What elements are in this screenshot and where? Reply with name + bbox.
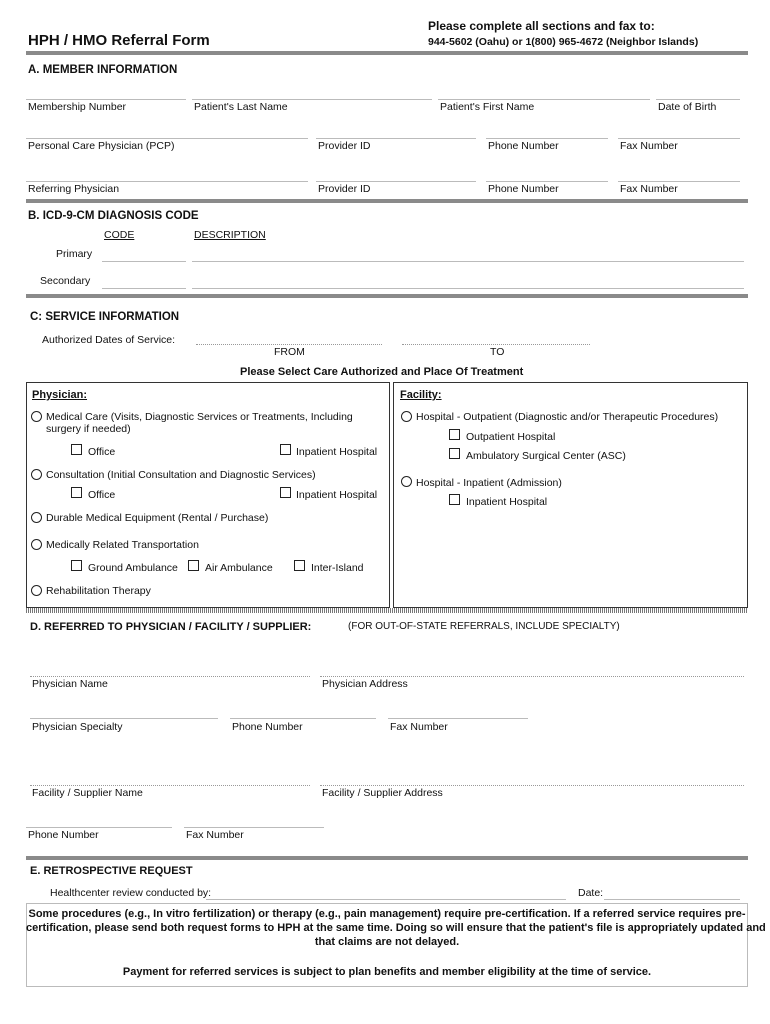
outpatient-hospital-checkbox[interactable] <box>449 429 460 440</box>
pcp-provider-id-label: Provider ID <box>318 140 371 152</box>
notice-line-3: that claims are not delayed. <box>314 936 460 948</box>
section-c-title: C: SERVICE INFORMATION <box>30 311 180 323</box>
referring-physician-field[interactable] <box>26 181 308 182</box>
authorized-dates-label: Authorized Dates of Service: <box>42 334 176 346</box>
secondary-description-field[interactable] <box>192 288 744 289</box>
facility-name-field[interactable] <box>30 785 310 786</box>
medical-care-label-2: surgery if needed) <box>46 423 131 435</box>
physician-specialty-field[interactable] <box>30 718 218 719</box>
section-a-divider <box>26 199 748 203</box>
physician-fax-field[interactable] <box>388 718 528 719</box>
physician-phone-field[interactable] <box>230 718 376 719</box>
referring-phone-label: Phone Number <box>488 183 559 195</box>
fax-numbers: 944-5602 (Oahu) or 1(800) 965-4672 (Neighbor Islands) <box>428 36 699 48</box>
inter-island-label: Inter-Island <box>311 562 364 574</box>
notice-line-1: Some procedures (e.g., In vitro fertilization) or therapy (e.g., pain management) require pre-certification. If a referred service requires pre- <box>28 908 746 920</box>
section-a-title: A. MEMBER INFORMATION <box>28 64 178 76</box>
from-label: FROM <box>274 346 305 358</box>
ground-ambulance-label: Ground Ambulance <box>88 562 178 574</box>
consultation-label: Consultation (Initial Consultation and Diagnostic Services) <box>46 469 316 481</box>
section-c-divider <box>26 608 748 613</box>
header-divider <box>26 51 748 55</box>
section-b-divider <box>26 294 748 298</box>
asc-label: Ambulatory Surgical Center (ASC) <box>466 450 626 462</box>
physician-phone-label: Phone Number <box>232 721 303 733</box>
secondary-code-field[interactable] <box>102 288 186 289</box>
facility-address-label: Facility / Supplier Address <box>322 787 443 799</box>
physician-name-label: Physician Name <box>32 678 108 690</box>
pcp-phone-label: Phone Number <box>488 140 559 152</box>
section-d-title: D. REFERRED TO PHYSICIAN / FACILITY / SUPPLIER: <box>30 621 312 633</box>
pcp-phone-field[interactable] <box>486 138 608 139</box>
hospital-inpatient-label: Hospital - Inpatient (Admission) <box>416 477 562 489</box>
consultation-inpatient-label: Inpatient Hospital <box>296 489 378 501</box>
consultation-radio[interactable] <box>31 469 42 480</box>
date-of-birth-field[interactable] <box>656 99 740 100</box>
facility-fax-field[interactable] <box>184 827 324 828</box>
section-b-title: B. ICD-9-CM DIAGNOSIS CODE <box>28 210 199 222</box>
review-conducted-field[interactable] <box>206 899 566 900</box>
section-d-divider <box>26 856 748 860</box>
consultation-inpatient-checkbox[interactable] <box>280 487 291 498</box>
patient-last-name-field[interactable] <box>192 99 432 100</box>
inter-island-checkbox[interactable] <box>294 560 305 571</box>
hospital-outpatient-radio[interactable] <box>401 411 412 422</box>
to-date-field[interactable] <box>402 344 590 345</box>
physician-address-label: Physician Address <box>322 678 408 690</box>
select-care-heading: Please Select Care Authorized and Place Of Treatment <box>240 366 524 378</box>
ground-ambulance-checkbox[interactable] <box>71 560 82 571</box>
pcp-fax-label: Fax Number <box>620 140 678 152</box>
referring-phone-field[interactable] <box>486 181 608 182</box>
secondary-label: Secondary <box>40 275 91 287</box>
facility-inpatient-checkbox[interactable] <box>449 494 460 505</box>
hospital-inpatient-radio[interactable] <box>401 476 412 487</box>
review-conducted-label: Healthcenter review conducted by: <box>50 887 212 899</box>
air-ambulance-checkbox[interactable] <box>188 560 199 571</box>
patient-first-name-label: Patient's First Name <box>440 101 535 113</box>
medical-care-office-checkbox[interactable] <box>71 444 82 455</box>
referring-provider-id-field[interactable] <box>316 181 476 182</box>
facility-phone-field[interactable] <box>26 827 172 828</box>
physician-address-field[interactable] <box>320 676 744 677</box>
dme-label: Durable Medical Equipment (Rental / Purchase) <box>46 512 269 524</box>
consultation-office-checkbox[interactable] <box>71 487 82 498</box>
physician-heading: Physician: <box>32 389 88 401</box>
pcp-provider-id-field[interactable] <box>316 138 476 139</box>
facility-address-field[interactable] <box>320 785 744 786</box>
membership-number-label: Membership Number <box>28 101 127 113</box>
notice-line-4: Payment for referred services is subject to plan benefits and member eligibility at the time of service. <box>122 966 652 978</box>
referring-provider-id-label: Provider ID <box>318 183 371 195</box>
facility-heading: Facility: <box>400 389 442 401</box>
rehab-label: Rehabilitation Therapy <box>46 585 151 597</box>
referring-fax-field[interactable] <box>618 181 740 182</box>
facility-inpatient-label: Inpatient Hospital <box>466 496 548 508</box>
referring-physician-label: Referring Physician <box>28 183 120 195</box>
transportation-label: Medically Related Transportation <box>46 539 199 551</box>
form-title: HPH / HMO Referral Form <box>28 32 210 49</box>
hospital-outpatient-label: Hospital - Outpatient (Diagnostic and/or Therapeutic Procedures) <box>416 411 719 423</box>
to-label: TO <box>490 346 505 358</box>
physician-fax-label: Fax Number <box>390 721 448 733</box>
facility-phone-label: Phone Number <box>28 829 99 841</box>
primary-description-field[interactable] <box>192 261 744 262</box>
primary-code-field[interactable] <box>102 261 186 262</box>
code-column-header: CODE <box>104 229 135 241</box>
rehab-radio[interactable] <box>31 585 42 596</box>
section-e-title: E. RETROSPECTIVE REQUEST <box>30 865 193 877</box>
air-ambulance-label: Air Ambulance <box>205 562 273 574</box>
section-d-note: (FOR OUT-OF-STATE REFERRALS, INCLUDE SPECIALTY) <box>348 621 620 632</box>
patient-last-name-label: Patient's Last Name <box>194 101 288 113</box>
description-column-header: DESCRIPTION <box>194 229 266 241</box>
transportation-radio[interactable] <box>31 539 42 550</box>
notice-line-2: certification, please send both request forms to HPH at the same time. Doing so will ensure that the patient's file is appropriately updated and <box>26 922 766 934</box>
primary-label: Primary <box>56 248 93 260</box>
membership-number-field[interactable] <box>26 99 186 100</box>
pcp-fax-field[interactable] <box>618 138 740 139</box>
review-date-field[interactable] <box>604 899 740 900</box>
dme-radio[interactable] <box>31 512 42 523</box>
patient-first-name-field[interactable] <box>438 99 650 100</box>
medical-care-inpatient-checkbox[interactable] <box>280 444 291 455</box>
medical-care-office-label: Office <box>88 446 116 458</box>
medical-care-inpatient-label: Inpatient Hospital <box>296 446 378 458</box>
medical-care-label: Medical Care (Visits, Diagnostic Services or Treatments, Including <box>46 411 353 423</box>
physician-name-field[interactable] <box>30 676 310 677</box>
facility-fax-label: Fax Number <box>186 829 244 841</box>
outpatient-hospital-label: Outpatient Hospital <box>466 431 556 443</box>
consultation-office-label: Office <box>88 489 116 501</box>
from-date-field[interactable] <box>196 344 382 345</box>
asc-checkbox[interactable] <box>449 448 460 459</box>
date-of-birth-label: Date of Birth <box>658 101 717 113</box>
pcp-field[interactable] <box>26 138 308 139</box>
pcp-label: Personal Care Physician (PCP) <box>28 140 175 152</box>
facility-name-label: Facility / Supplier Name <box>32 787 143 799</box>
medical-care-radio[interactable] <box>31 411 42 422</box>
physician-specialty-label: Physician Specialty <box>32 721 123 733</box>
referring-fax-label: Fax Number <box>620 183 678 195</box>
fax-heading: Please complete all sections and fax to: <box>428 19 655 33</box>
date-label: Date: <box>578 887 604 899</box>
